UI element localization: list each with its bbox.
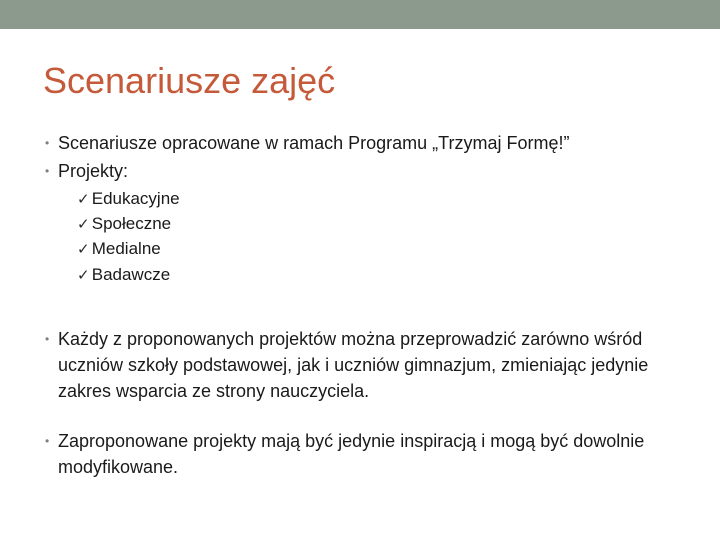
bullet-text: Projekty: (58, 161, 129, 181)
bullet-item (45, 130, 685, 156)
sub-list-item (77, 212, 171, 237)
bullet-text: Scenariusze opracowane w ramach Programu „Trzymaj Formę!” (58, 133, 570, 153)
checkmark-icon: ✓ (77, 216, 90, 233)
checkmark-icon: ✓ (77, 267, 90, 284)
bullet-text: Każdy z proponowanych projektów można przeprowadzić zarówno wśród uczniów szkoły podstawowej, jak i uczniów gimnazjum, zmieniając jedynie zakres wsparcia ze strony nauczyciela. (58, 329, 649, 401)
sub-list-item-label: Medialne (91, 239, 161, 258)
bullet-text: Zaproponowane projekty mają być jedynie inspiracją i mogą być dowolnie modyfikowane. (58, 431, 645, 477)
bullet-item (45, 428, 685, 480)
bullet-item (45, 326, 685, 404)
sub-list-item-label: Badawcze (91, 265, 171, 284)
bullet-marker: • (45, 136, 50, 150)
sub-list-item-label: Edukacyjne (91, 189, 180, 208)
sub-list-item-label: Społeczne (91, 214, 172, 233)
sub-list-item (77, 263, 170, 288)
bullet-item (45, 158, 685, 184)
slide-title: Scenariusze zajęć (43, 60, 336, 101)
checkmark-icon: ✓ (77, 241, 90, 258)
bullet-marker: • (45, 332, 50, 346)
bullet-marker: • (45, 164, 50, 178)
checkmark-icon: ✓ (77, 191, 90, 208)
top-color-band (0, 0, 720, 29)
sub-list-item (77, 237, 161, 262)
sub-list-item (77, 187, 180, 212)
bullet-marker: • (45, 434, 50, 448)
